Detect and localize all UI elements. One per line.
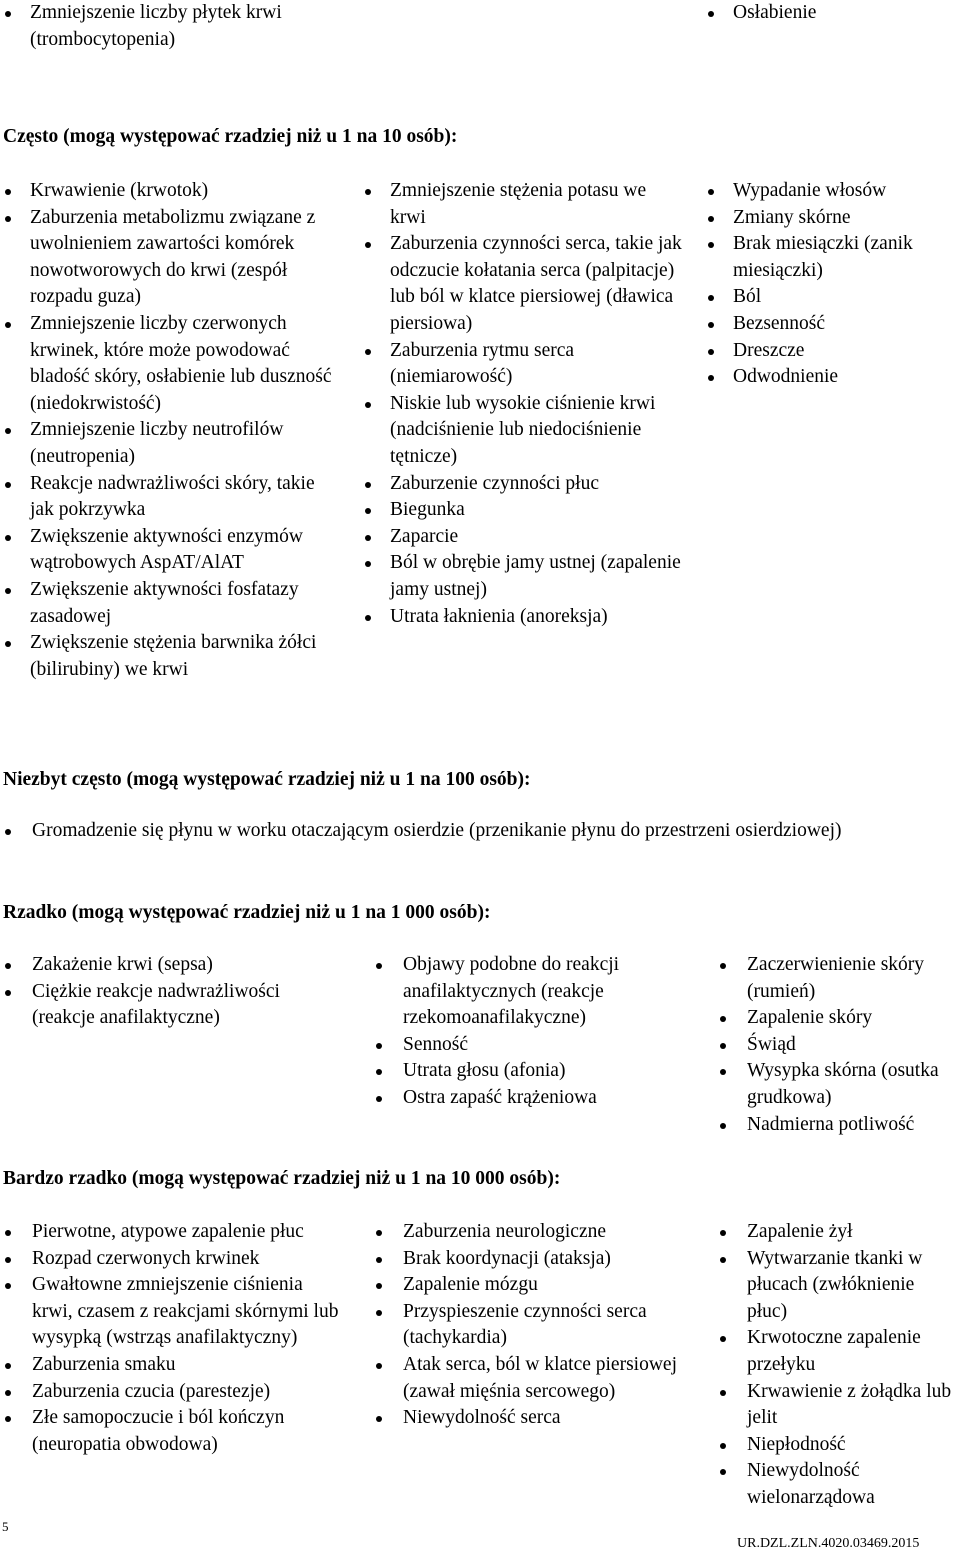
list-item: Zmiany skórne bbox=[706, 205, 958, 232]
list-item: Reakcje nadwrażliwości skóry, takie jak pokrzywka bbox=[3, 471, 335, 524]
list-item: Zaburzenia czynności serca, takie jak odczucie kołatania serca (palpitacje) lub ból w klatce piersiowej (dławica piersiowa) bbox=[363, 231, 683, 337]
rare-col-3 bbox=[718, 952, 958, 1138]
common-col-2 bbox=[363, 178, 683, 630]
list-item: Krwawienie (krwotok) bbox=[3, 178, 335, 205]
very-rare-col-2 bbox=[374, 1219, 686, 1432]
list-item: Gwałtowne zmniejszenie ciśnienia krwi, czasem z reakcjami skórnymi lub wysypką (wstrząs anafilaktyczny) bbox=[3, 1272, 343, 1352]
list-item: Zwiększenie aktywności enzymów wątrobowych AspAT/AlAT bbox=[3, 524, 335, 577]
section-heading-uncommon: Niezbyt często (mogą występować rzadziej niż u 1 na 100 osób): bbox=[3, 769, 531, 790]
list-item: Ciężkie reakcje nadwrażliwości (reakcje anafilaktyczne) bbox=[3, 979, 343, 1032]
list-item: Zmniejszenie liczby neutrofilów (neutropenia) bbox=[3, 417, 335, 470]
list-item: Niewydolność wielonarządowa bbox=[718, 1458, 958, 1511]
list-item: Zakażenie krwi (sepsa) bbox=[3, 952, 343, 979]
list-item: Odwodnienie bbox=[706, 364, 958, 391]
list-item: Zaburzenia smaku bbox=[3, 1352, 343, 1379]
list-item: Rozpad czerwonych krwinek bbox=[3, 1246, 343, 1273]
very-rare-col-3 bbox=[718, 1219, 958, 1512]
list-item: Ostra zapaść krążeniowa bbox=[374, 1085, 686, 1112]
list-item: Dreszcze bbox=[706, 338, 958, 365]
list-item: Zaburzenia czucia (parestezje) bbox=[3, 1379, 343, 1406]
list-item: Zaparcie bbox=[363, 524, 683, 551]
list-item: Osłabienie bbox=[706, 0, 956, 27]
top-right-list bbox=[706, 0, 956, 27]
section-heading-very-rare: Bardzo rzadko (mogą występować rzadziej niż u 1 na 10 000 osób): bbox=[3, 1168, 561, 1189]
list-item: Senność bbox=[374, 1032, 686, 1059]
list-item: Zwiększenie stężenia barwnika żółci (bilirubiny) we krwi bbox=[3, 630, 335, 683]
list-item: Ból bbox=[706, 284, 958, 311]
list-item: Krwotoczne zapalenie przełyku bbox=[718, 1325, 958, 1378]
list-item: Nadmierna potliwość bbox=[718, 1112, 958, 1139]
list-item: Zaburzenia rytmu serca (niemiarowość) bbox=[363, 338, 683, 391]
list-item: Zaburzenie czynności płuc bbox=[363, 471, 683, 498]
rare-col-2 bbox=[374, 952, 686, 1112]
list-item: Złe samopoczucie i ból kończyn (neuropatia obwodowa) bbox=[3, 1405, 343, 1458]
list-item: Zmniejszenie liczby płytek krwi (trombocytopenia) bbox=[3, 0, 333, 53]
very-rare-col-1 bbox=[3, 1219, 343, 1458]
list-item: Niewydolność serca bbox=[374, 1405, 686, 1432]
list-item: Biegunka bbox=[363, 497, 683, 524]
top-left-list bbox=[3, 0, 333, 53]
list-item: Krwawienie z żołądka lub jelit bbox=[718, 1379, 958, 1432]
list-item: Zapalenie mózgu bbox=[374, 1272, 686, 1299]
list-item: Pierwotne, atypowe zapalenie płuc bbox=[3, 1219, 343, 1246]
list-item: Wypadanie włosów bbox=[706, 178, 958, 205]
list-item: Brak miesiączki (zanik miesiączki) bbox=[706, 231, 958, 284]
list-item: Ból w obrębie jamy ustnej (zapalenie jamy ustnej) bbox=[363, 550, 683, 603]
list-item: Brak koordynacji (ataksja) bbox=[374, 1246, 686, 1273]
list-item: Wysypka skórna (osutka grudkowa) bbox=[718, 1058, 958, 1111]
list-item: Zaburzenia neurologiczne bbox=[374, 1219, 686, 1246]
list-item: Objawy podobne do reakcji anafilaktycznych (reakcje rzekomoanafilakyczne) bbox=[374, 952, 686, 1032]
rare-col-1 bbox=[3, 952, 343, 1032]
section-heading-common: Często (mogą występować rzadziej niż u 1 na 10 osób): bbox=[3, 126, 458, 147]
list-item: Atak serca, ból w klatce piersiowej (zawał mięśnia sercowego) bbox=[374, 1352, 686, 1405]
list-item: Zwiększenie aktywności fosfatazy zasadowej bbox=[3, 577, 335, 630]
list-item: Zmniejszenie liczby czerwonych krwinek, które może powodować bladość skóry, osłabienie lub duszność (niedokrwistość) bbox=[3, 311, 335, 417]
list-item: Utrata głosu (afonia) bbox=[374, 1058, 686, 1085]
common-col-3 bbox=[706, 178, 958, 391]
list-item: Gromadzenie się płynu w worku otaczającym osierdzie (przenikanie płynu do przestrzeni osierdziowej) bbox=[3, 818, 903, 845]
common-col-1 bbox=[3, 178, 335, 683]
list-item: Zaczerwienienie skóry (rumień) bbox=[718, 952, 958, 1005]
list-item: Zapalenie skóry bbox=[718, 1005, 958, 1032]
list-item: Zmniejszenie stężenia potasu we krwi bbox=[363, 178, 683, 231]
list-item: Bezsenność bbox=[706, 311, 958, 338]
list-item: Wytwarzanie tkanki w płucach (zwłóknienie płuc) bbox=[718, 1246, 958, 1326]
list-item: Świąd bbox=[718, 1032, 958, 1059]
list-item: Niskie lub wysokie ciśnienie krwi (nadciśnienie lub niedociśnienie tętnicze) bbox=[363, 391, 683, 471]
section-heading-rare: Rzadko (mogą występować rzadziej niż u 1 na 1 000 osób): bbox=[3, 902, 491, 923]
list-item: Utrata łaknienia (anoreksja) bbox=[363, 604, 683, 631]
document-code: UR.DZL.ZLN.4020.03469.2015 bbox=[737, 1536, 920, 1551]
list-item: Przyspieszenie czynności serca (tachykardia) bbox=[374, 1299, 686, 1352]
list-item: Zaburzenia metabolizmu związane z uwolnieniem zawartości komórek nowotworowych do krwi (zespół rozpadu guza) bbox=[3, 205, 335, 311]
list-item: Niepłodność bbox=[718, 1432, 958, 1459]
page-number: 5 bbox=[2, 1519, 9, 1534]
uncommon-list bbox=[3, 818, 903, 845]
list-item: Zapalenie żył bbox=[718, 1219, 958, 1246]
